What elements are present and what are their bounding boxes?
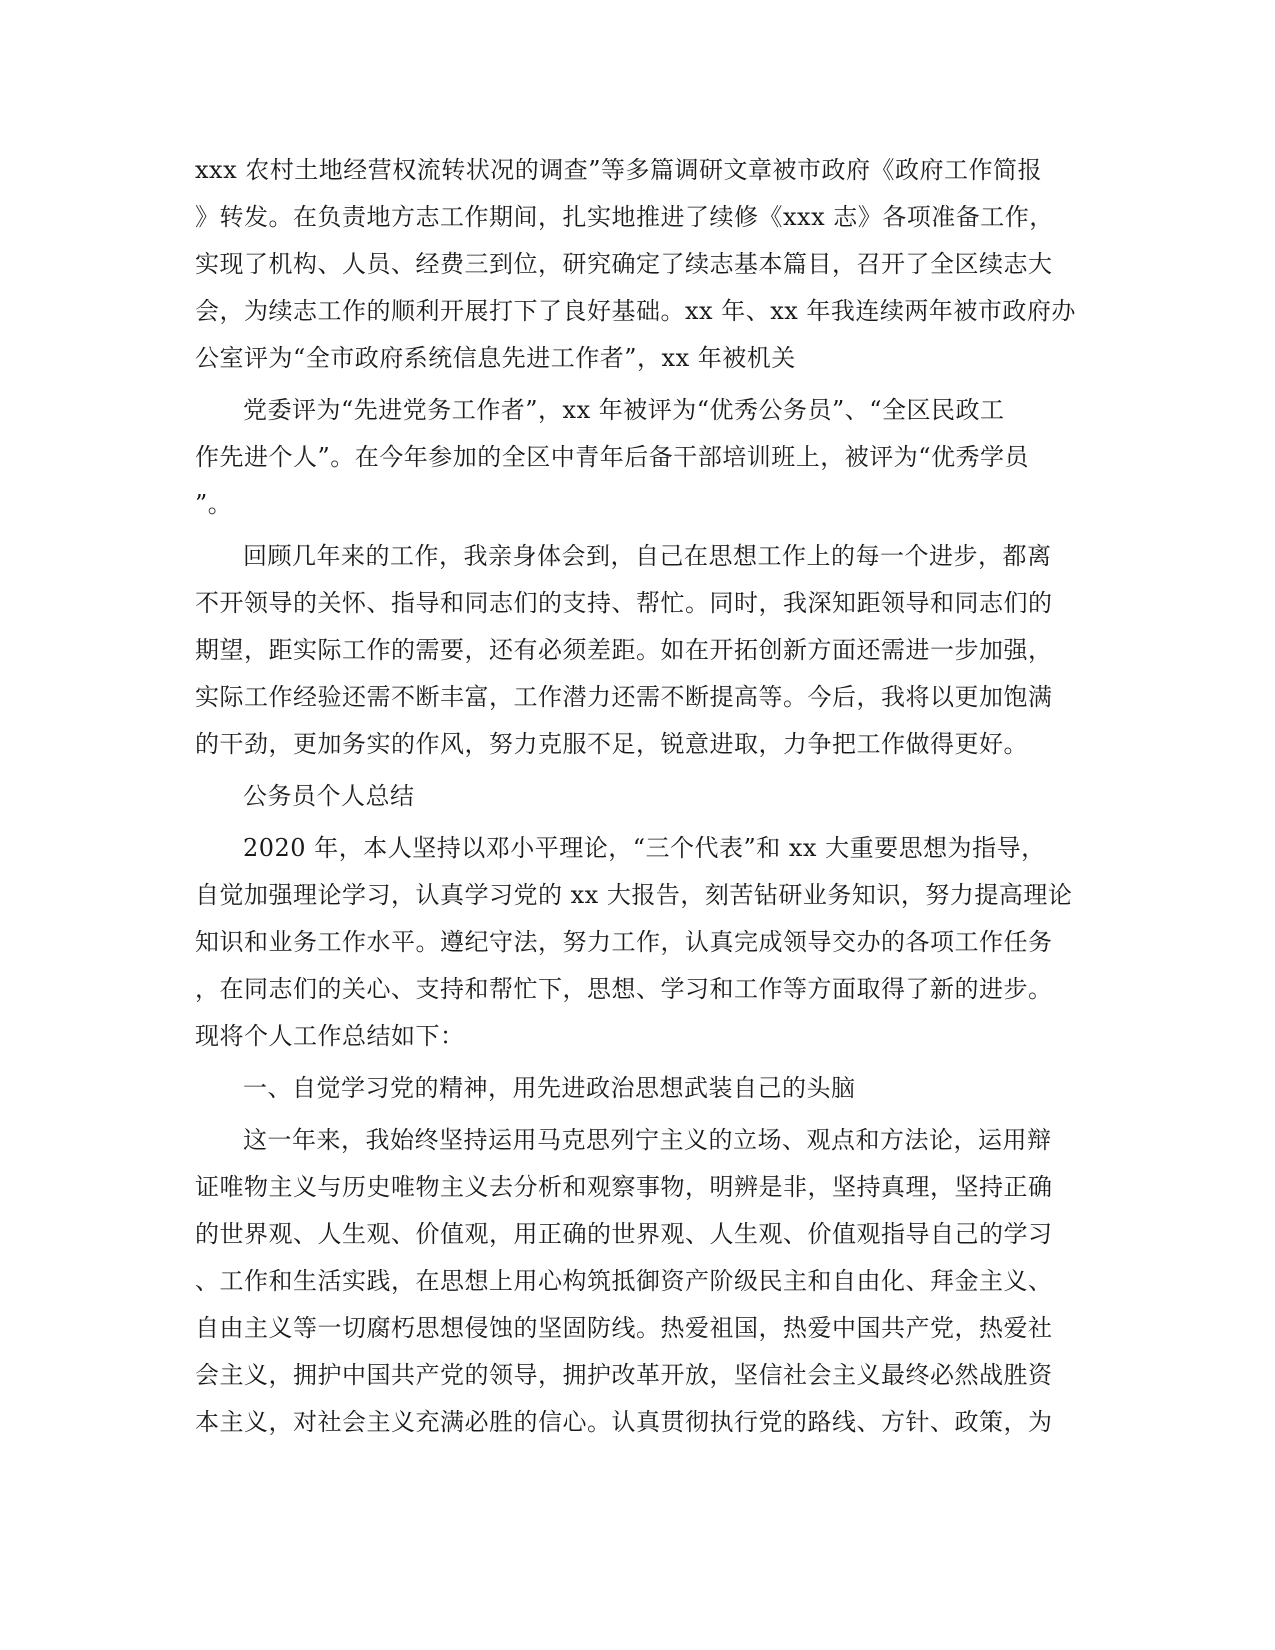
- section-heading: 公务员个人总结: [243, 782, 415, 810]
- text-line: ，在同志们的关心、支持和帮忙下，思想、学习和工作等方面取得了新的进步。: [195, 975, 1053, 1003]
- text-line: 自由主义等一切腐朽思想侵蚀的坚固防线。热爱祖国，热爱中国共产党，热爱社: [195, 1314, 1053, 1342]
- text-line: 本主义，对社会主义充满必胜的信心。认真贯彻执行党的路线、方针、政策，为: [195, 1408, 1053, 1436]
- text-line: 现将个人工作总结如下：: [195, 1022, 465, 1050]
- text-line: 实际工作经验还需不断丰富，工作潜力还需不断提高等。今后，我将以更加饱满: [195, 683, 1053, 711]
- text-line: 不开领导的关怀、指导和同志们的支持、帮忙。同时，我深知距领导和同志们的: [195, 589, 1053, 617]
- text-line: 的干劲，更加务实的作风，努力克服不足，锐意进取，力争把工作做得更好。: [195, 730, 1028, 758]
- text-line: 公室评为“全市政府系统信息先进工作者”，xx 年被机关: [195, 344, 796, 372]
- text-line: 期望，距实际工作的需要，还有必须差距。如在开拓创新方面还需进一步加强，: [195, 636, 1053, 664]
- text-line: 2020 年，本人坚持以邓小平理论，“三个代表”和 xx 大重要思想为指导，: [243, 834, 1046, 862]
- text-line: 、工作和生活实践，在思想上用心构筑抵御资产阶级民主和自由化、拜金主义、: [195, 1267, 1053, 1295]
- text-line: 会，为续志工作的顺利开展打下了良好基础。xx 年、xx 年我连续两年被市政府办: [195, 297, 1076, 325]
- text-line: 》转发。在负责地方志工作期间，扎实地推进了续修《xxx 志》各项准备工作，: [195, 203, 1054, 231]
- text-line: 证唯物主义与历史唯物主义去分析和观察事物，明辨是非，坚持真理，坚持正确: [195, 1173, 1053, 1201]
- text-line: xxx 农村土地经营权流转状况的调查”等多篇调研文章被市政府《政府工作简报: [195, 156, 1043, 184]
- text-line: 作先进个人”。在今年参加的全区中青年后备干部培训班上，被评为“优秀学员: [195, 443, 1030, 471]
- text-line: 回顾几年来的工作，我亲身体会到，自己在思想工作上的每一个进步，都离: [243, 542, 1052, 570]
- text-line: 党委评为“先进党务工作者”，xx 年被评为“优秀公务员”、“全区民政工: [243, 396, 1005, 424]
- text-line: 自觉加强理论学习，认真学习党的 xx 大报告，刻苦钻研业务知识，努力提高理论: [195, 881, 1073, 909]
- text-line: 会主义，拥护中国共产党的领导，拥护改革开放，坚信社会主义最终必然战胜资: [195, 1361, 1053, 1389]
- text-line: ”。: [195, 490, 233, 518]
- text-line: 这一年来，我始终坚持运用马克思列宁主义的立场、观点和方法论，运用辩: [243, 1126, 1052, 1154]
- text-line: 的世界观、人生观、价值观，用正确的世界观、人生观、价值观指导自己的学习: [195, 1220, 1053, 1248]
- text-line: 实现了机构、人员、经费三到位，研究确定了续志基本篇目，召开了全区续志大: [195, 250, 1053, 278]
- text-line: 知识和业务工作水平。遵纪守法，努力工作，认真完成领导交办的各项工作任务: [195, 928, 1053, 956]
- subsection-heading: 一、自觉学习党的精神，用先进政治思想武装自己的头脑: [243, 1074, 856, 1102]
